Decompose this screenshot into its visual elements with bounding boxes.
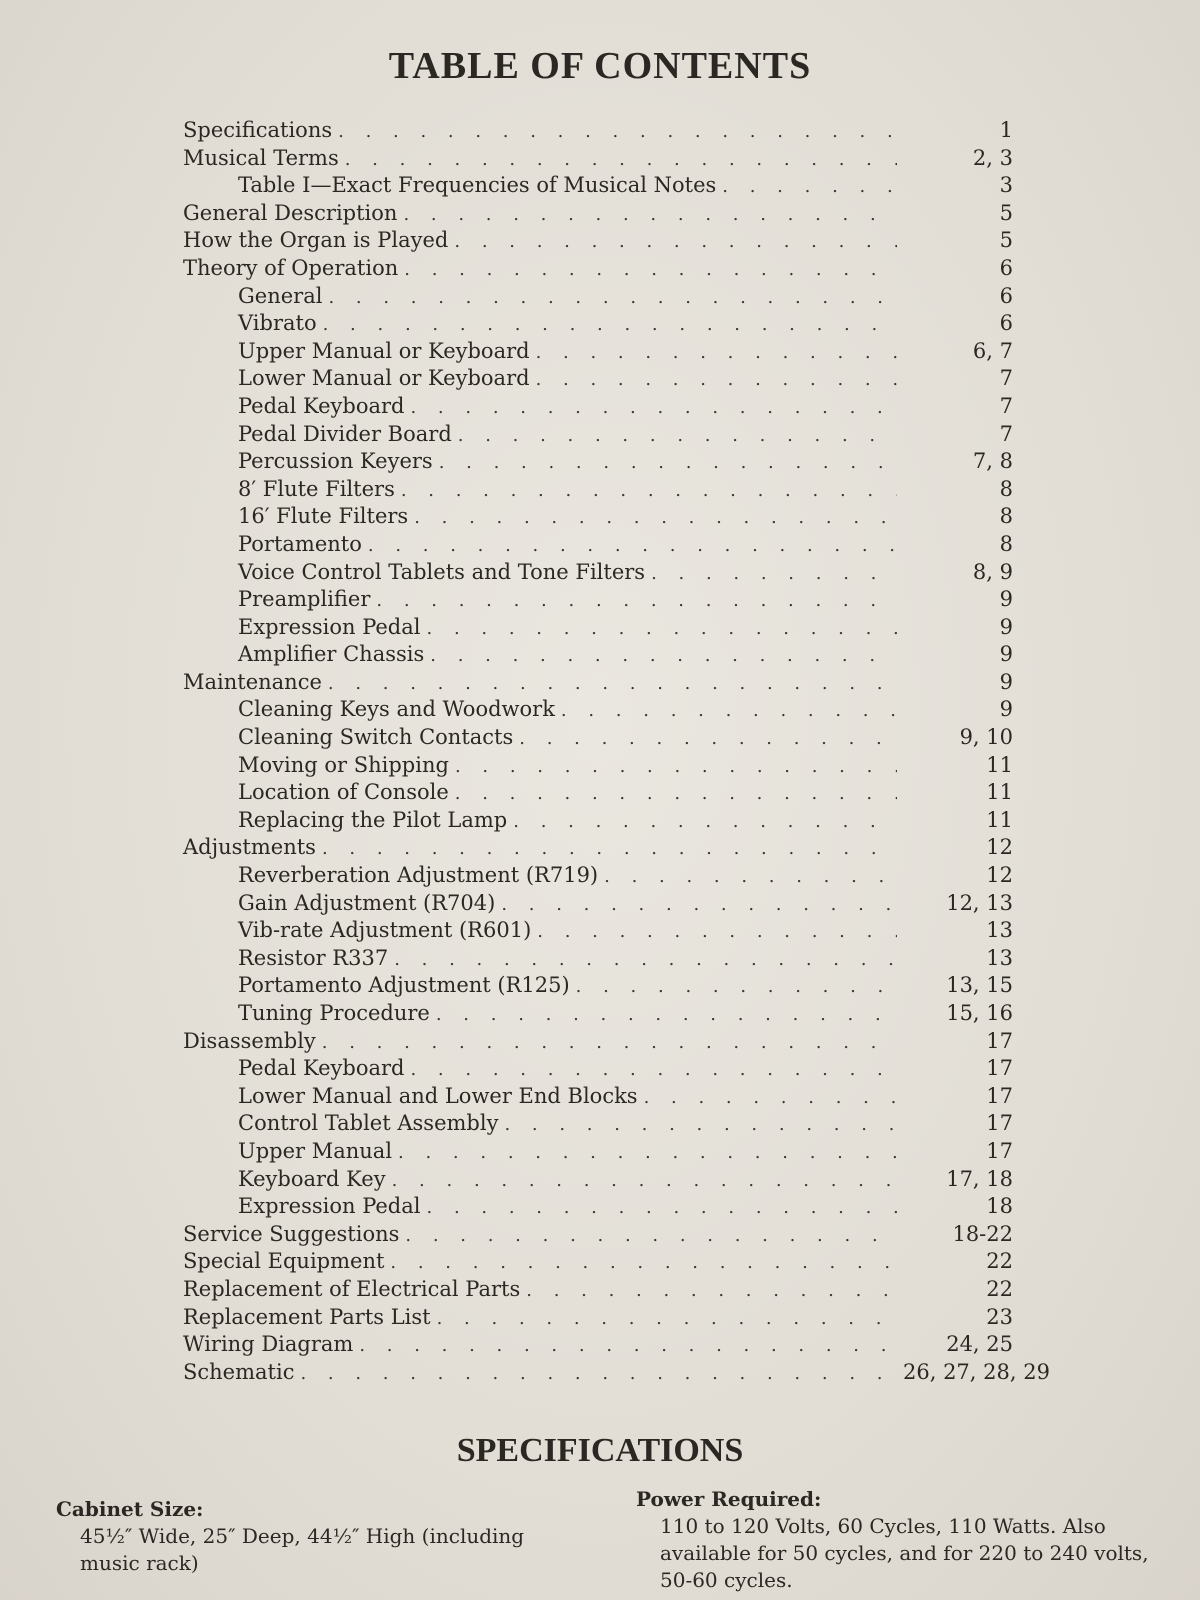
- toc-entry-label: Service Suggestions: [183, 1221, 400, 1246]
- toc-entry-label: Percussion Keyers: [238, 449, 433, 474]
- toc-entry-label: Replacing the Pilot Lamp: [238, 807, 508, 832]
- toc-dot-leader: [427, 1194, 898, 1222]
- toc-dot-leader: [504, 1111, 897, 1139]
- toc-dot-leader: [359, 1332, 897, 1360]
- toc-entry: [183, 890, 1013, 918]
- toc-entry-label: Vib-rate Adjustment (R601): [238, 918, 532, 943]
- toc-dot-leader: [604, 863, 897, 891]
- toc-entry-pages: 8: [999, 476, 1013, 501]
- toc-entry-label: Special Equipment: [183, 1249, 385, 1274]
- toc-entry: [183, 448, 1013, 476]
- toc-dot-leader: [322, 1029, 897, 1057]
- toc-entry: [183, 807, 1013, 835]
- toc-entry-pages: 7: [999, 393, 1013, 418]
- toc-entry-label: Resistor R337: [238, 945, 389, 970]
- toc-entry-label: Theory of Operation: [183, 255, 399, 280]
- toc-entry: [183, 972, 1013, 1000]
- toc-entry-label: General Description: [183, 200, 398, 225]
- toc-entry: [183, 1359, 1050, 1387]
- toc-entry-pages: 18: [986, 1194, 1013, 1219]
- toc-entry-pages: 1: [999, 118, 1013, 142]
- toc-entry: [183, 1110, 1013, 1138]
- toc-entry-pages: 23: [986, 1304, 1013, 1329]
- toc-entry-label: Keyboard Key: [238, 1166, 386, 1191]
- toc-entry-label: Upper Manual or Keyboard: [238, 338, 530, 363]
- toc-entry-label: Replacement Parts List: [183, 1304, 431, 1329]
- toc-entry-pages: 12: [986, 835, 1013, 860]
- toc-entry-label: Location of Console: [238, 780, 449, 805]
- toc-entry-pages: 17: [986, 1138, 1013, 1163]
- cabinet-size-text: 45½″ Wide, 25″ Deep, 44½″ High (including music rack): [80, 1524, 525, 1575]
- toc-dot-leader: [561, 697, 897, 725]
- toc-entry: [183, 172, 1013, 200]
- toc-dot-leader: [410, 394, 897, 422]
- toc-entry-label: Disassembly: [183, 1028, 316, 1053]
- toc-entry: [183, 227, 1013, 255]
- toc-entry-label: Cleaning Switch Contacts: [238, 725, 514, 750]
- toc-entry-label: Pedal Keyboard: [238, 1056, 405, 1081]
- power-required-heading: Power Required:: [636, 1487, 822, 1511]
- toc-entry-label: Expression Pedal: [238, 614, 421, 639]
- toc-entry-label: Vibrato: [238, 311, 317, 336]
- toc-dot-leader: [519, 725, 897, 753]
- toc-entry: [183, 1138, 1013, 1166]
- toc-entry-label: Pedal Keyboard: [238, 393, 405, 418]
- toc-dot-leader: [536, 366, 897, 394]
- toc-entry-label: Lower Manual or Keyboard: [238, 366, 530, 391]
- toc-entry-pages: 17, 18: [946, 1166, 1013, 1191]
- toc-entry-pages: 6: [999, 311, 1013, 336]
- toc-dot-leader: [430, 642, 897, 670]
- toc-dot-leader: [328, 284, 897, 312]
- toc-entry-label: Preamplifier: [238, 587, 371, 612]
- toc-dot-leader: [526, 1277, 897, 1305]
- toc-entry-pages: 3: [999, 173, 1013, 198]
- toc-entry-label: Lower Manual and Lower End Blocks: [238, 1083, 638, 1108]
- toc-entry-pages: 17: [986, 1111, 1013, 1136]
- toc-entry-label: Gain Adjustment (R704): [238, 890, 496, 915]
- power-required-section: [636, 1486, 1166, 1594]
- toc-dot-leader: [322, 835, 897, 863]
- toc-entry-label: Portamento Adjustment (R125): [238, 973, 570, 998]
- toc-entry: [183, 1248, 1013, 1276]
- toc-entry-pages: 11: [986, 752, 1013, 777]
- toc-entry: [183, 117, 1013, 145]
- toc-entry: [183, 669, 1013, 697]
- toc-entry: [183, 752, 1013, 780]
- toc-dot-leader: [328, 670, 897, 698]
- toc-entry: [183, 779, 1013, 807]
- toc-dot-leader: [404, 256, 897, 284]
- toc-entry-pages: 9: [999, 642, 1013, 667]
- toc-entry-pages: 9: [999, 614, 1013, 639]
- toc-dot-leader: [437, 1305, 897, 1333]
- specifications-title: SPECIFICATIONS: [456, 1432, 744, 1469]
- toc-entry-pages: 12, 13: [946, 890, 1013, 915]
- toc-entry: [183, 338, 1013, 366]
- toc-dot-leader: [644, 1084, 897, 1112]
- toc-dot-leader: [722, 173, 897, 201]
- toc-entry-pages: 8: [999, 531, 1013, 556]
- toc-dot-leader: [537, 918, 897, 946]
- toc-dot-leader: [405, 1222, 897, 1250]
- toc-dot-leader: [392, 1167, 897, 1195]
- toc-entry-label: Pedal Divider Board: [238, 421, 452, 446]
- toc-dot-leader: [398, 1139, 897, 1167]
- toc-entry-pages: 13: [986, 945, 1013, 970]
- toc-entry: [183, 503, 1013, 531]
- toc-entry: [183, 917, 1013, 945]
- toc-dot-leader: [427, 615, 898, 643]
- toc-entry-pages: 7, 8: [972, 449, 1013, 474]
- toc-entry-pages: 17: [986, 1028, 1013, 1053]
- toc-entry: [183, 1166, 1013, 1194]
- toc-entry: [183, 145, 1013, 173]
- toc-entry-label: How the Organ is Played: [183, 228, 449, 253]
- toc-entry: [183, 614, 1013, 642]
- toc-entry-label: Moving or Shipping: [238, 752, 449, 777]
- toc-entry-pages: 7: [999, 366, 1013, 391]
- toc-entry-pages: 15, 16: [946, 1001, 1013, 1025]
- toc-entry-pages: 13, 15: [946, 973, 1013, 998]
- toc-entry-pages: 17: [986, 1083, 1013, 1108]
- toc-entry: [183, 696, 1013, 724]
- toc-entry-label: Maintenance: [183, 669, 322, 694]
- toc-entry-pages: 11: [986, 807, 1013, 832]
- toc-dot-leader: [439, 449, 897, 477]
- toc-entry: [183, 1083, 1013, 1111]
- toc-entry-pages: 17: [986, 1056, 1013, 1081]
- toc-dot-leader: [394, 946, 897, 974]
- toc-entry-label: 16′ Flute Filters: [238, 504, 409, 529]
- toc-entry-label: Expression Pedal: [238, 1194, 421, 1219]
- toc-dot-leader: [403, 201, 897, 229]
- toc-entry-label: Schematic: [183, 1359, 295, 1384]
- toc-entry: [183, 1000, 1013, 1028]
- toc-entry-pages: 22: [986, 1276, 1013, 1301]
- toc-dot-leader: [323, 311, 897, 339]
- toc-entry: [183, 945, 1013, 973]
- toc-entry-pages: 2, 3: [972, 145, 1013, 170]
- toc-dot-leader: [376, 587, 897, 615]
- toc-entry: [183, 834, 1013, 862]
- toc-entry-label: Amplifier Chassis: [238, 642, 425, 667]
- toc-dot-leader: [501, 891, 897, 919]
- toc-entry-pages: 11: [986, 780, 1013, 805]
- toc-entry-pages: 7: [999, 421, 1013, 446]
- toc-entry-label: Control Tablet Assembly: [238, 1111, 499, 1136]
- toc-title: TABLE OF CONTENTS: [388, 45, 812, 87]
- toc-entry-pages: 6: [999, 255, 1013, 280]
- toc-entry: [183, 476, 1013, 504]
- toc-entry: [183, 1221, 1013, 1249]
- toc-entry: [183, 1304, 1013, 1332]
- toc-dot-leader: [368, 532, 897, 560]
- toc-entry-pages: 26, 27, 28, 29: [903, 1359, 1050, 1384]
- toc-dot-leader: [651, 560, 897, 588]
- toc-entry-pages: 24, 25: [946, 1332, 1013, 1357]
- toc-dot-leader: [513, 808, 897, 836]
- toc-entry-label: Replacement of Electrical Parts: [183, 1276, 521, 1301]
- cabinet-size-heading: Cabinet Size:: [56, 1497, 204, 1521]
- toc-entry-pages: 6, 7: [972, 338, 1013, 363]
- cabinet-size-section: [56, 1496, 586, 1577]
- toc-entry: [183, 1331, 1013, 1359]
- toc-dot-leader: [401, 477, 897, 505]
- toc-entry-pages: 9, 10: [959, 725, 1013, 750]
- toc-entry-label: Voice Control Tablets and Tone Filters: [238, 559, 646, 584]
- toc-entry: [183, 586, 1013, 614]
- toc-entry: [183, 310, 1013, 338]
- toc-dot-leader: [455, 780, 897, 808]
- toc-entry-label: Musical Terms: [183, 145, 339, 170]
- toc-entry-pages: 8: [999, 504, 1013, 529]
- toc-entry-pages: 5: [999, 228, 1013, 253]
- toc-dot-leader: [345, 146, 897, 174]
- toc-entry-pages: 12: [986, 863, 1013, 888]
- toc-dot-leader: [338, 118, 897, 146]
- toc-entry-label: Wiring Diagram: [183, 1332, 354, 1357]
- toc-entry: [183, 1276, 1013, 1304]
- toc-entry: [183, 1028, 1013, 1056]
- toc-entry: [183, 365, 1013, 393]
- toc-dot-leader: [576, 973, 897, 1001]
- toc-entry: [183, 862, 1013, 890]
- toc-entry-label: Upper Manual: [238, 1138, 393, 1163]
- toc-entry-label: Cleaning Keys and Woodwork: [238, 697, 555, 722]
- toc-entry-pages: 13: [986, 918, 1013, 943]
- toc-dot-leader: [454, 228, 897, 256]
- toc-entry: [183, 531, 1013, 559]
- toc-entry-label: Tuning Procedure: [238, 1001, 430, 1025]
- toc-entry: [183, 1055, 1013, 1083]
- toc-entry-pages: 9: [999, 669, 1013, 694]
- toc-dot-leader: [536, 339, 897, 367]
- toc-dot-leader: [390, 1249, 897, 1277]
- toc-entry: [183, 393, 1013, 421]
- toc-dot-leader: [410, 1056, 897, 1084]
- toc-entry-pages: 5: [999, 200, 1013, 225]
- toc-entry-label: Portamento: [238, 531, 362, 556]
- toc-entry-pages: 9: [999, 587, 1013, 612]
- toc-dot-leader: [414, 504, 897, 532]
- toc-entry: [183, 255, 1013, 283]
- toc-dot-leader: [458, 422, 897, 450]
- toc-dot-leader: [455, 753, 897, 781]
- toc-entry-pages: 8, 9: [972, 559, 1013, 584]
- toc-entry-label: Specifications: [183, 118, 333, 142]
- power-required-text: 110 to 120 Volts, 60 Cycles, 110 Watts. Also available for 50 cycles, and for 220 to 240 volts, 50-60 cycles.: [660, 1514, 1149, 1592]
- toc-entry: [183, 641, 1013, 669]
- toc-entry-label: Adjustments: [183, 835, 316, 860]
- toc-entry-pages: 22: [986, 1249, 1013, 1274]
- toc-entry-label: General: [238, 283, 323, 308]
- toc-entry: [183, 200, 1013, 228]
- toc-entry: [183, 421, 1013, 449]
- toc-entry: [183, 724, 1013, 752]
- toc-entry: [183, 559, 1013, 587]
- toc-entry-pages: 9: [999, 697, 1013, 722]
- toc-entry-label: Table I—Exact Frequencies of Musical Notes: [238, 173, 717, 198]
- toc-dot-leader: [300, 1360, 897, 1388]
- toc-entry: [183, 1193, 1013, 1221]
- toc-dot-leader: [436, 1001, 897, 1029]
- toc-entry-label: Reverberation Adjustment (R719): [238, 863, 599, 888]
- toc-entry-pages: 18-22: [952, 1221, 1013, 1246]
- toc-entry-label: 8′ Flute Filters: [238, 476, 395, 501]
- toc-entry: [183, 283, 1013, 311]
- toc-entry-pages: 6: [999, 283, 1013, 308]
- toc-list: [183, 117, 1050, 1386]
